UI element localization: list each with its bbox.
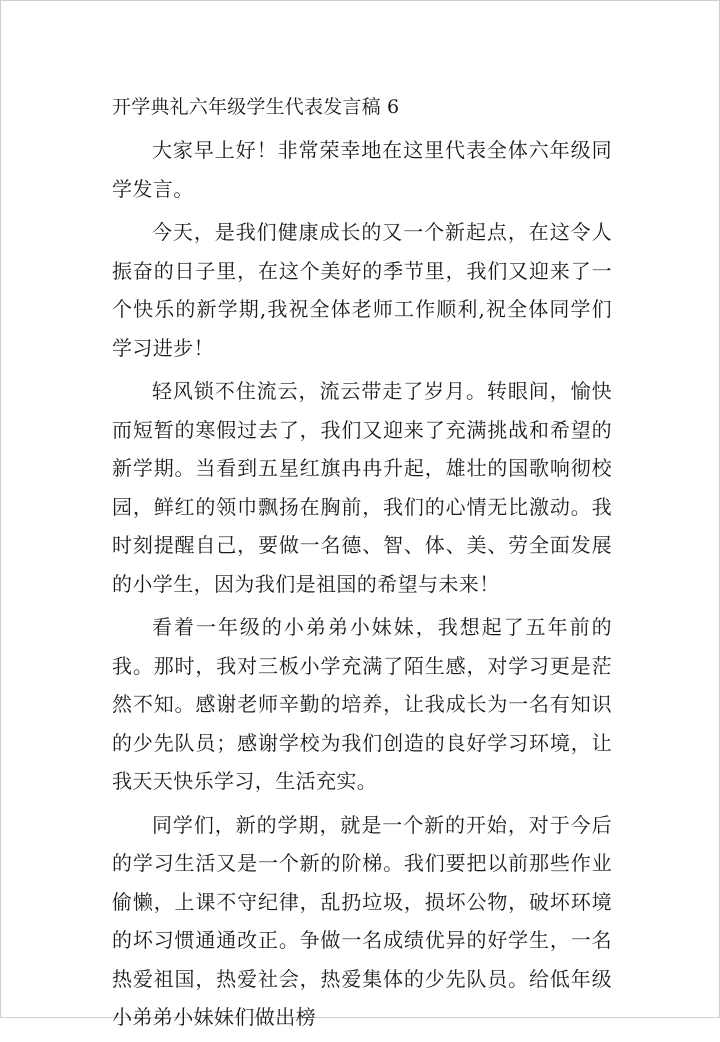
- paragraph-1: 大家早上好！非常荣幸地在这里代表全体六年级同学发言。: [112, 138, 612, 201]
- document-body: [112, 94, 612, 1042]
- paragraph-4: 看着一年级的小弟弟小妹妹，我想起了五年前的我。那时，我对三板小学充满了陌生感，对学习更是茫然不知。感谢老师辛勤的培养，让我成长为一名有知识的少先队员；感谢学校为我们创造的良好学习环境，让我天天快乐学习，生活充实。: [112, 615, 612, 793]
- paragraph-5: 同学们，新的学期，就是一个新的开始，对于今后的学习生活又是一个新的阶梯。我们要把以前那些作业偷懒，上课不守纪律，乱扔垃圾，损坏公物，破坏环境的坏习惯通通改正。争做一名成绩优异的好学生，一名热爱祖国，热爱社会，热爱集体的少先队员。给低年级小弟弟小妹妹们做出榜: [112, 812, 612, 1029]
- paragraph-3: 轻风锁不住流云，流云带走了岁月。转眼间，愉快而短暂的寒假过去了，我们又迎来了充满挑战和希望的新学期。当看到五星红旗冉冉升起，雄壮的国歌响彻校园，鲜红的领巾飘扬在胸前，我们的心情无比激动。我时刻提醒自己，要做一名德、智、体、美、劳全面发展的小学生，因为我们是祖国的希望与未来！: [112, 379, 612, 596]
- document-title: 开学典礼六年级学生代表发言稿 6: [112, 96, 400, 118]
- paragraph-2: 今天，是我们健康成长的又一个新起点，在这令人振奋的日子里，在这个美好的季节里，我们又迎来了一个快乐的新学期,我祝全体老师工作顺利,祝全体同学们学习进步！: [112, 220, 612, 360]
